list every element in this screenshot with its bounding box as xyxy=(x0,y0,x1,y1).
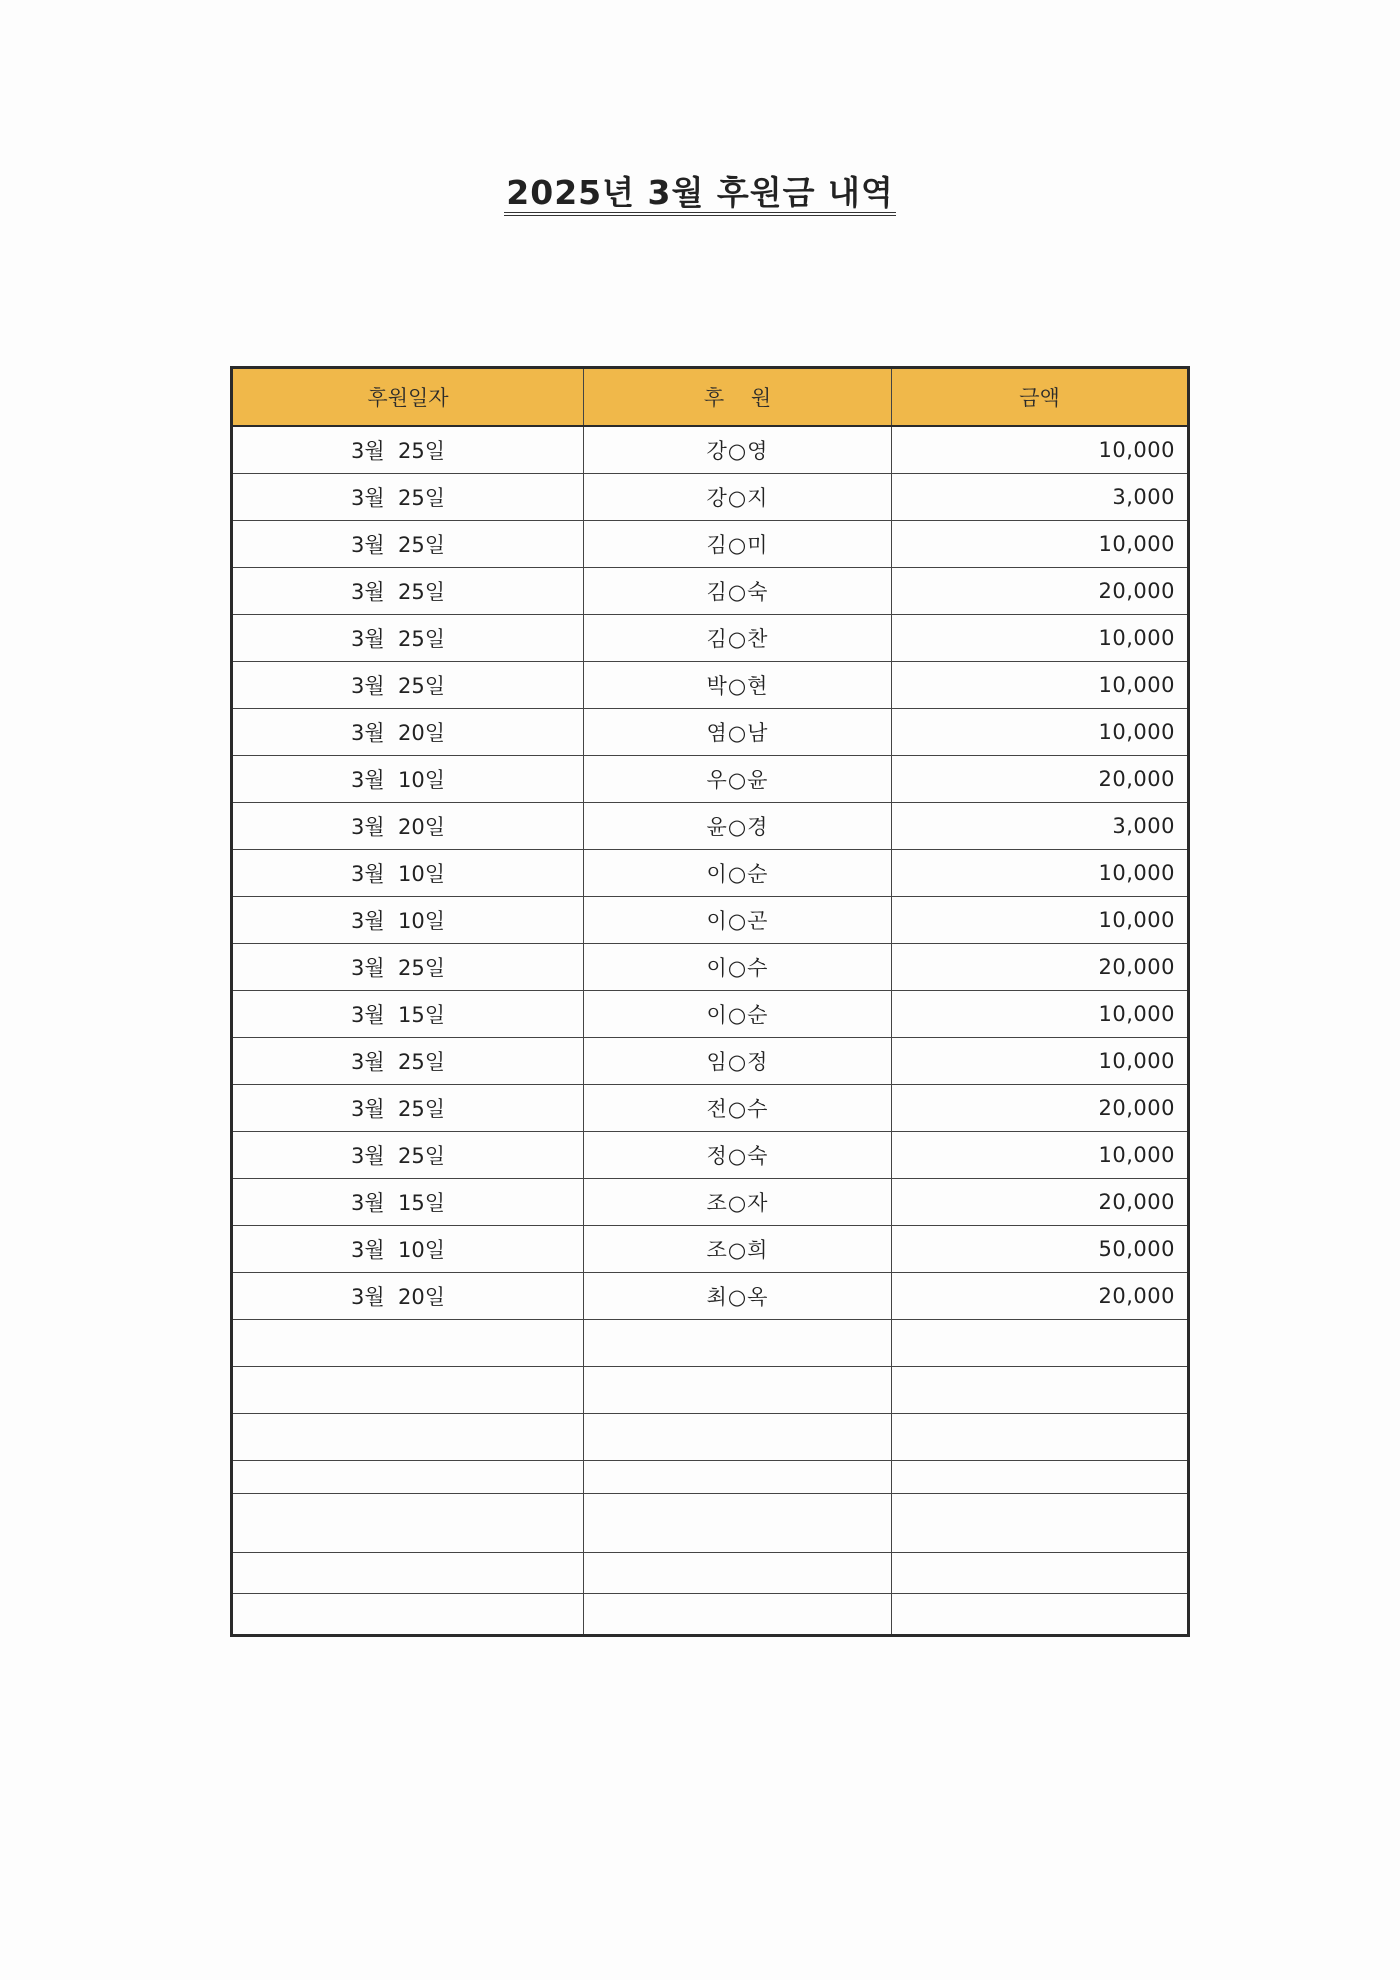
empty-cell xyxy=(584,1553,892,1594)
cell-date: 3월 20일 xyxy=(232,803,584,850)
cell-amount: 10,000 xyxy=(892,426,1189,474)
table-row xyxy=(232,1085,1189,1132)
table-header-row xyxy=(232,368,1189,427)
table-row xyxy=(232,991,1189,1038)
cell-amount: 20,000 xyxy=(892,568,1189,615)
cell-sponsor: 이○곤 xyxy=(584,897,892,944)
cell-amount: 10,000 xyxy=(892,1132,1189,1179)
table-row xyxy=(232,662,1189,709)
cell-date: 3월 25일 xyxy=(232,426,584,474)
empty-row xyxy=(232,1320,1189,1367)
cell-amount: 20,000 xyxy=(892,1085,1189,1132)
table-row xyxy=(232,756,1189,803)
cell-date: 3월 25일 xyxy=(232,1132,584,1179)
empty-cell xyxy=(892,1414,1189,1461)
cell-amount: 20,000 xyxy=(892,756,1189,803)
cell-sponsor: 이○순 xyxy=(584,991,892,1038)
empty-cell xyxy=(584,1320,892,1367)
header-amount: 금액 xyxy=(892,368,1189,427)
header-date: 후원일자 xyxy=(232,368,584,427)
cell-amount: 10,000 xyxy=(892,615,1189,662)
empty-cell xyxy=(892,1494,1189,1553)
cell-date: 3월 10일 xyxy=(232,850,584,897)
cell-amount: 10,000 xyxy=(892,662,1189,709)
cell-sponsor: 박○현 xyxy=(584,662,892,709)
empty-cell xyxy=(232,1461,584,1494)
table-row xyxy=(232,1179,1189,1226)
cell-date: 3월 25일 xyxy=(232,1038,584,1085)
cell-amount: 10,000 xyxy=(892,1038,1189,1085)
table-row xyxy=(232,474,1189,521)
cell-date: 3월 25일 xyxy=(232,1085,584,1132)
empty-cell xyxy=(232,1594,584,1636)
cell-sponsor: 전○수 xyxy=(584,1085,892,1132)
cell-date: 3월 10일 xyxy=(232,897,584,944)
empty-cell xyxy=(584,1367,892,1414)
cell-date: 3월 25일 xyxy=(232,662,584,709)
cell-date: 3월 20일 xyxy=(232,709,584,756)
empty-cell xyxy=(892,1461,1189,1494)
empty-cell xyxy=(232,1553,584,1594)
cell-date: 3월 10일 xyxy=(232,1226,584,1273)
cell-sponsor: 김○숙 xyxy=(584,568,892,615)
cell-date: 3월 20일 xyxy=(232,1273,584,1320)
cell-date: 3월 15일 xyxy=(232,991,584,1038)
cell-sponsor: 강○지 xyxy=(584,474,892,521)
cell-amount: 10,000 xyxy=(892,709,1189,756)
cell-sponsor: 김○찬 xyxy=(584,615,892,662)
empty-row xyxy=(232,1494,1189,1553)
table-row xyxy=(232,1132,1189,1179)
table-row xyxy=(232,944,1189,991)
cell-date: 3월 25일 xyxy=(232,521,584,568)
cell-amount: 10,000 xyxy=(892,991,1189,1038)
empty-cell xyxy=(232,1414,584,1461)
table-row xyxy=(232,568,1189,615)
table-row xyxy=(232,1226,1189,1273)
cell-sponsor: 최○옥 xyxy=(584,1273,892,1320)
cell-amount: 20,000 xyxy=(892,944,1189,991)
header-sponsor: 후 원 xyxy=(584,368,892,427)
document-title-text: 2025년 3월 후원금 내역 xyxy=(504,176,895,216)
table-row xyxy=(232,615,1189,662)
empty-row xyxy=(232,1594,1189,1636)
cell-amount: 10,000 xyxy=(892,897,1189,944)
cell-amount: 10,000 xyxy=(892,521,1189,568)
empty-row xyxy=(232,1461,1189,1494)
cell-sponsor: 이○순 xyxy=(584,850,892,897)
cell-sponsor: 김○미 xyxy=(584,521,892,568)
empty-cell xyxy=(892,1594,1189,1636)
empty-cell xyxy=(892,1367,1189,1414)
cell-date: 3월 25일 xyxy=(232,568,584,615)
cell-sponsor: 우○윤 xyxy=(584,756,892,803)
document-title xyxy=(0,173,1400,216)
cell-date: 3월 25일 xyxy=(232,944,584,991)
table-row xyxy=(232,1038,1189,1085)
empty-row xyxy=(232,1367,1189,1414)
cell-date: 3월 10일 xyxy=(232,756,584,803)
cell-sponsor: 조○희 xyxy=(584,1226,892,1273)
cell-amount: 50,000 xyxy=(892,1226,1189,1273)
table-row xyxy=(232,521,1189,568)
table-row xyxy=(232,803,1189,850)
empty-cell xyxy=(232,1320,584,1367)
empty-cell xyxy=(584,1494,892,1553)
table-row xyxy=(232,709,1189,756)
cell-amount: 10,000 xyxy=(892,850,1189,897)
empty-cell xyxy=(892,1320,1189,1367)
table-row xyxy=(232,1273,1189,1320)
empty-cell xyxy=(232,1494,584,1553)
cell-amount: 20,000 xyxy=(892,1179,1189,1226)
cell-sponsor: 강○영 xyxy=(584,426,892,474)
table-header xyxy=(232,368,1189,427)
empty-row xyxy=(232,1414,1189,1461)
donation-table xyxy=(230,366,1190,1637)
cell-date: 3월 15일 xyxy=(232,1179,584,1226)
table-row xyxy=(232,897,1189,944)
empty-cell xyxy=(584,1414,892,1461)
empty-cell xyxy=(584,1594,892,1636)
cell-sponsor: 정○숙 xyxy=(584,1132,892,1179)
cell-sponsor: 이○수 xyxy=(584,944,892,991)
cell-sponsor: 염○남 xyxy=(584,709,892,756)
empty-cell xyxy=(892,1553,1189,1594)
cell-sponsor: 조○자 xyxy=(584,1179,892,1226)
cell-amount: 3,000 xyxy=(892,474,1189,521)
table-body xyxy=(232,426,1189,1636)
empty-cell xyxy=(232,1367,584,1414)
empty-cell xyxy=(584,1461,892,1494)
table-row xyxy=(232,850,1189,897)
cell-sponsor: 윤○경 xyxy=(584,803,892,850)
cell-sponsor: 임○정 xyxy=(584,1038,892,1085)
cell-amount: 20,000 xyxy=(892,1273,1189,1320)
cell-date: 3월 25일 xyxy=(232,474,584,521)
cell-date: 3월 25일 xyxy=(232,615,584,662)
cell-amount: 3,000 xyxy=(892,803,1189,850)
empty-row xyxy=(232,1553,1189,1594)
table-row xyxy=(232,426,1189,474)
